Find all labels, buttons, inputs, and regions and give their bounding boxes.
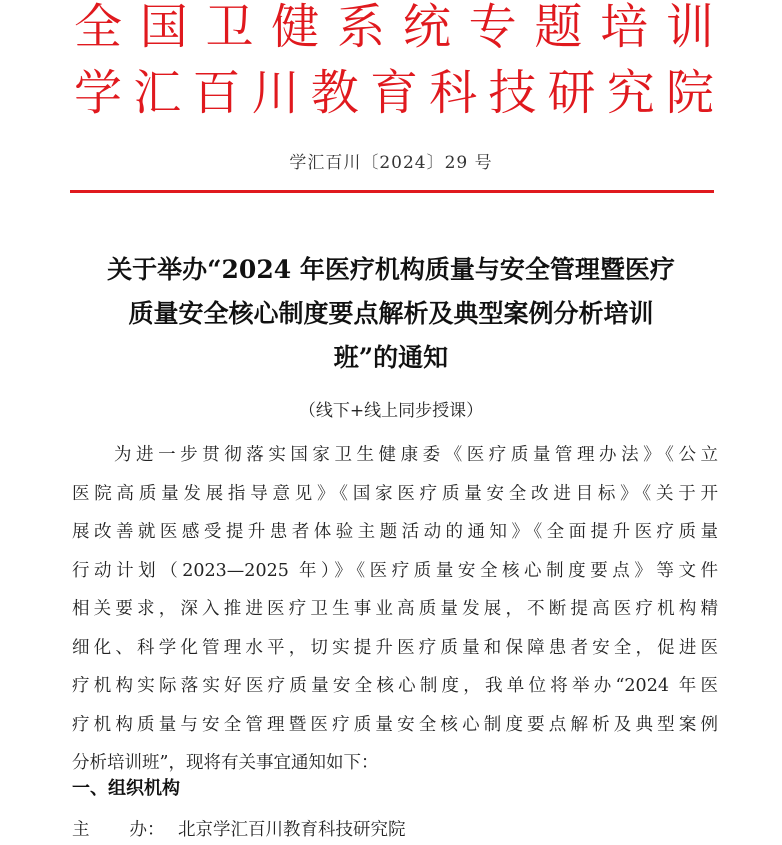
body-line: 展改善就医感受提升患者体验主题活动的通知》《全面提升医疗质量 bbox=[72, 522, 718, 542]
header-char: 题 bbox=[534, 0, 583, 55]
title-line: 关于举办“2024 年医疗机构质量与安全管理暨医疗 bbox=[107, 255, 675, 284]
title-line: 质量安全核心制度要点解析及典型案例分析培训 bbox=[128, 299, 654, 328]
header-char: 培 bbox=[600, 0, 649, 55]
header-char: 教 bbox=[310, 65, 359, 121]
organizer-value: 北京学汇百川教育科技研究院 bbox=[178, 820, 406, 840]
document-number: 学汇百川〔2024〕29 号 bbox=[289, 153, 493, 173]
header-char: 系 bbox=[337, 0, 386, 55]
header-char: 学 bbox=[74, 65, 123, 121]
header-char: 百 bbox=[192, 65, 241, 121]
header-char: 科 bbox=[429, 65, 478, 121]
body-line: 行动计划（2023—2025 年）》《医疗质量安全核心制度要点》等文件 bbox=[72, 560, 718, 581]
header-char: 训 bbox=[665, 0, 714, 55]
title-line: 班”的通知 bbox=[333, 343, 449, 372]
body-line: 为进一步贯彻落实国家卫生健康委《医疗质量管理办法》《公立 bbox=[114, 445, 718, 465]
section-heading-organization: 一、组织机构 bbox=[72, 778, 180, 799]
header-line-2 bbox=[74, 66, 714, 120]
body-paragraph bbox=[72, 436, 718, 783]
header-line-1 bbox=[74, 0, 714, 54]
header-char: 究 bbox=[606, 65, 655, 121]
header-char: 国 bbox=[139, 0, 188, 55]
body-line: 细化、科学化管理水平，切实提升医疗质量和保障患者安全，促进医 bbox=[72, 637, 718, 658]
body-line: 疗机构实际落实好医疗质量安全核心制度，我单位将举办“2024 年医 bbox=[72, 676, 718, 696]
header-red-rule bbox=[70, 190, 714, 193]
header-char: 技 bbox=[488, 65, 537, 121]
body-line: 疗机构质量与安全管理暨医疗质量安全核心制度要点解析及典型案例 bbox=[72, 714, 718, 735]
body-line: 分析培训班”，现将有关事宜通知如下： bbox=[72, 753, 379, 773]
header-char: 卫 bbox=[205, 0, 254, 55]
header-char: 川 bbox=[251, 65, 300, 121]
organizer-label-a: 主 bbox=[72, 820, 90, 840]
notice-subtitle: （线下+线上同步授课） bbox=[298, 401, 484, 421]
body-line: 相关要求，深入推进医疗卫生事业高质量发展，不断提高医疗机构精 bbox=[72, 599, 718, 619]
header-char: 院 bbox=[665, 65, 714, 121]
notice-title bbox=[0, 248, 782, 380]
header-char: 健 bbox=[271, 0, 320, 55]
organizer-label bbox=[72, 816, 178, 841]
header-char: 汇 bbox=[133, 65, 182, 121]
organizer-row bbox=[72, 816, 406, 841]
header-char: 统 bbox=[402, 0, 451, 55]
header-char: 研 bbox=[547, 65, 596, 121]
header-char: 专 bbox=[468, 0, 517, 55]
header-char: 全 bbox=[74, 0, 123, 55]
header-char: 育 bbox=[369, 65, 418, 121]
organizer-label-b: 办： bbox=[129, 820, 165, 840]
body-line: 医院高质量发展指导意见》《国家医疗质量安全改进目标》《关于开 bbox=[72, 483, 718, 504]
